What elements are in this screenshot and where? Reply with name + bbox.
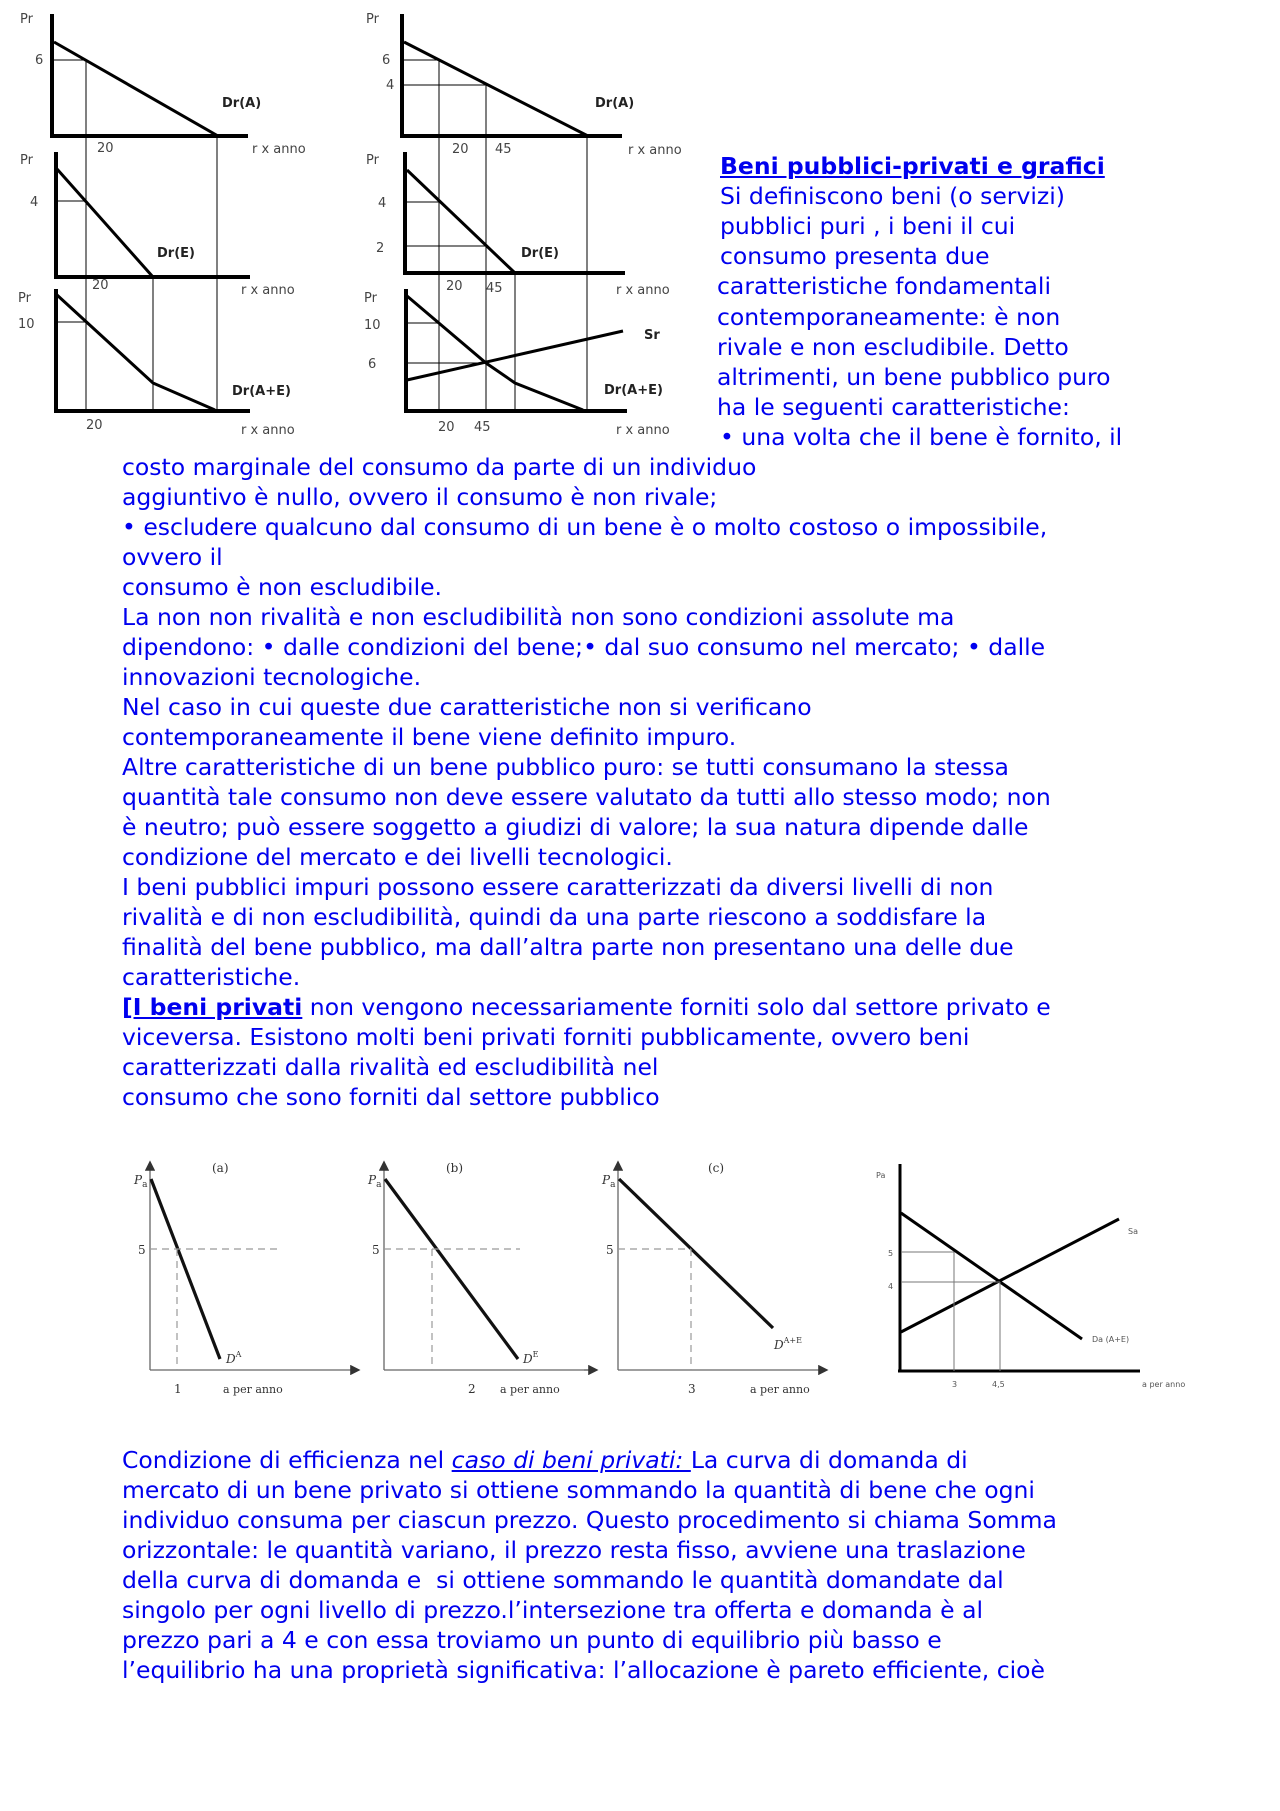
intro-line: consumo presenta due (720, 242, 990, 270)
intro-line: pubblici puri , i beni il cui (720, 212, 1016, 240)
supply-label: Sr (644, 328, 660, 343)
y-label: $P_a$ (134, 1173, 148, 1190)
demand-line-a (54, 42, 218, 136)
y-label: Pr (366, 153, 379, 168)
demand-line-ae (57, 295, 215, 410)
curve-label: $D^E$ (523, 1350, 539, 1366)
body-line: costo marginale del consumo da parte di un individuo (122, 453, 757, 481)
curve-label: Dr(A+E) (604, 383, 663, 398)
y-tick: 5 (138, 1243, 146, 1257)
intro-line: contemporaneamente: è non (717, 303, 1061, 331)
demand-graphs-left (0, 0, 345, 450)
y-tick: 4 (378, 196, 387, 211)
body-line: Altre caratteristiche di un bene pubblico puro: se tutti consumano la stessa (122, 753, 1009, 781)
demand-line-e (57, 169, 153, 277)
body-line: mercato di un bene privato si ottiene sommando la quantità di bene che ogni (122, 1476, 1035, 1504)
x-tick: 1 (174, 1382, 182, 1396)
y-label: Pr (20, 153, 33, 168)
body-line: caratteristiche. (122, 963, 301, 991)
curve-label: Dr(A+E) (232, 384, 291, 399)
body-line: viceversa. Esistono molti beni privati forniti pubblicamente, ovvero beni (122, 1023, 970, 1051)
y-label: Pa (876, 1171, 886, 1180)
curve-label: $D^{A+E}$ (774, 1336, 802, 1352)
x-tick: 45 (495, 142, 512, 157)
demand-line (151, 1179, 220, 1359)
y-tick: 6 (35, 53, 44, 68)
intro-line: caratteristiche fondamentali (717, 272, 1051, 300)
efficiency-rest: La curva di domanda di (690, 1446, 968, 1474)
body-line: l’equilibrio ha una proprietà significativa: l’allocazione è pareto efficiente, cioè (122, 1656, 1046, 1684)
x-label: r x anno (616, 283, 670, 298)
y-tick: 4 (386, 78, 395, 93)
y-tick: 2 (376, 241, 385, 256)
demand-graphs-right (350, 0, 710, 450)
x-label: a per anno (500, 1383, 560, 1396)
demand-line-e (407, 170, 515, 273)
curve-label: $D^A$ (226, 1350, 242, 1366)
intro-line: • una volta che il bene è fornito, il (720, 423, 1123, 451)
section-heading-link[interactable]: Beni pubblici-privati e grafici (720, 152, 1105, 180)
body-line: consumo che sono forniti dal settore pubblico (122, 1083, 660, 1111)
body-line: consumo è non escludibile. (122, 573, 443, 601)
body-line: contemporaneamente il bene viene definito impuro. (122, 723, 737, 751)
body-line: ovvero il (122, 543, 223, 571)
y-tick: 5 (606, 1243, 614, 1257)
y-tick: 6 (368, 357, 377, 372)
y-label: Pr (20, 12, 33, 27)
body-line: Nel caso in cui queste due caratteristiche non si verificano (122, 693, 812, 721)
y-label: Pr (18, 291, 31, 306)
curve-label: Dr(E) (157, 246, 195, 261)
body-line: della curva di domanda e si ottiene sommando le quantità domandate dal (122, 1566, 1004, 1594)
body-line: orizzontale: le quantità variano, il prezzo resta fisso, avviene una traslazione (122, 1536, 1026, 1564)
x-label: a per anno (750, 1383, 810, 1396)
intro-line: Si definiscono beni (o servizi) (720, 182, 1065, 210)
x-tick: 2 (468, 1382, 476, 1396)
y-label: Pr (366, 12, 379, 27)
x-label: r x anno (616, 423, 670, 438)
x-tick: 20 (446, 279, 463, 294)
body-line: prezzo pari a 4 e con essa troviamo un punto di equilibrio più basso e (122, 1626, 942, 1654)
body-line: singolo per ogni livello di prezzo.l’intersezione tra offerta e domanda è al (122, 1596, 983, 1624)
body-line: condizione del mercato e dei livelli tecnologici. (122, 843, 673, 871)
private-goods-case-link[interactable]: caso di beni privati: (451, 1446, 691, 1474)
x-tick: 20 (452, 142, 469, 157)
y-tick: 5 (372, 1243, 380, 1257)
private-goods-text: non vengono necessariamente forniti solo dal settore privato e (302, 993, 1051, 1021)
demand-line (385, 1179, 518, 1359)
supply-label: Sa (1128, 1227, 1138, 1236)
demand-line (619, 1179, 773, 1328)
x-tick: 20 (438, 420, 455, 435)
y-label: $P_a$ (602, 1173, 616, 1190)
y-tick: 4 (30, 195, 39, 210)
x-tick: 45 (486, 281, 503, 296)
efficiency-first-line (122, 1445, 968, 1475)
demand-label: Da (A+E) (1092, 1335, 1130, 1344)
y-tick: 5 (888, 1249, 894, 1258)
private-goods-link[interactable]: [I beni privati (122, 993, 303, 1021)
market-equilibrium-graph (870, 1160, 1210, 1405)
body-line: è neutro; può essere soggetto a giudizi di valore; la sua natura dipende dalle (122, 813, 1029, 841)
panel-tag: (a) (212, 1161, 229, 1175)
demand-line-a (404, 42, 588, 136)
x-label: r x anno (252, 142, 306, 157)
y-label: Pr (364, 291, 377, 306)
curve-label: Dr(A) (222, 96, 262, 111)
y-tick: 6 (382, 53, 391, 68)
body-line: innovazioni tecnologiche. (122, 663, 422, 691)
y-label: $P_a$ (368, 1173, 382, 1190)
x-label: a per anno (1142, 1380, 1186, 1389)
x-label: r x anno (241, 423, 295, 438)
x-tick: 20 (97, 141, 114, 156)
efficiency-lead: Condizione di efficienza nel (122, 1446, 452, 1474)
intro-line: rivale e non escludibile. Detto (717, 333, 1069, 361)
individual-demand-panels (120, 1155, 855, 1410)
x-label: r x anno (241, 283, 295, 298)
curve-label: Dr(A) (595, 96, 635, 111)
body-line: individuo consuma per ciascun prezzo. Questo procedimento si chiama Somma (122, 1506, 1057, 1534)
x-label: r x anno (628, 143, 682, 158)
body-line: rivalità e di non escludibilità, quindi da una parte riescono a soddisfare la (122, 903, 987, 931)
y-tick: 10 (18, 317, 35, 332)
panel-tag: (b) (446, 1161, 464, 1175)
y-tick: 10 (364, 318, 381, 333)
intro-line: ha le seguenti caratteristiche: (717, 393, 1070, 421)
x-tick: 4,5 (992, 1380, 1005, 1389)
x-tick: 3 (688, 1382, 696, 1396)
private-goods-line (122, 992, 1051, 1022)
panel-b (367, 1161, 590, 1396)
body-line: finalità del bene pubblico, ma dall’altra parte non presentano una delle due (122, 933, 1014, 961)
curve-label: Dr(E) (521, 246, 559, 261)
x-tick: 20 (86, 418, 103, 433)
panel-tag: (c) (708, 1161, 725, 1175)
body-line: I beni pubblici impuri possono essere caratterizzati da diversi livelli di non (122, 873, 994, 901)
panel-a (133, 1161, 358, 1396)
body-line: caratterizzati dalla rivalità ed escludibilità nel (122, 1053, 659, 1081)
demand-line-ae (407, 296, 583, 410)
body-line: La non non rivalità e non escludibilità non sono condizioni assolute ma (122, 603, 955, 631)
body-line: • escludere qualcuno dal consumo di un bene è o molto costoso o impossibile, (122, 513, 1048, 541)
x-tick: 45 (474, 420, 491, 435)
demand-line (901, 1213, 1082, 1339)
x-label: a per anno (223, 1383, 283, 1396)
x-tick: 20 (92, 278, 109, 293)
y-tick: 4 (888, 1282, 894, 1291)
body-line: quantità tale consumo non deve essere valutato da tutti allo stesso modo; non (122, 783, 1051, 811)
panel-c (584, 1161, 826, 1396)
x-tick: 3 (952, 1380, 958, 1389)
body-line: aggiuntivo è nullo, ovvero il consumo è non rivale; (122, 483, 718, 511)
intro-line: altrimenti, un bene pubblico puro (717, 363, 1111, 391)
body-line: dipendono: • dalle condizioni del bene;• dal suo consumo nel mercato; • dalle (122, 633, 1046, 661)
